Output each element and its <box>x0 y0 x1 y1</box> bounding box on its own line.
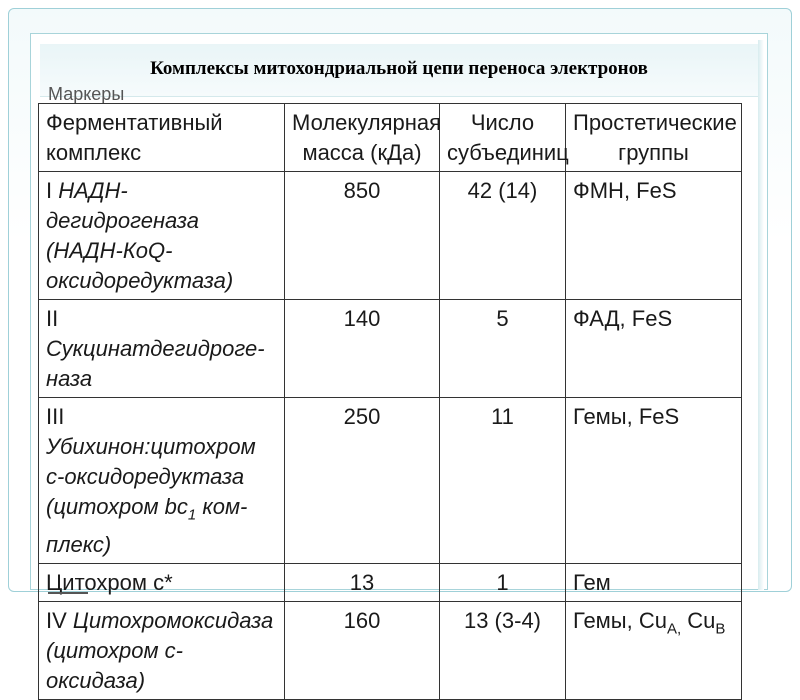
table-row <box>39 172 742 300</box>
cell-prosthetic: ФМН, FeS <box>566 172 742 300</box>
cell-prosthetic: Гемы, FeS <box>566 398 742 564</box>
cell-mass: 140 <box>285 300 440 398</box>
cell-subunits: 11 <box>440 398 566 564</box>
table-row <box>39 602 742 700</box>
cell-subunits: 5 <box>440 300 566 398</box>
cell-subunits: 13 (3-4) <box>440 602 566 700</box>
table-row <box>39 564 742 602</box>
cell-mass: 160 <box>285 602 440 700</box>
header-molecular-mass: Молекулярная масса (кДа) <box>285 104 440 172</box>
cell-complex-name: I НАДН-дегидрогеназа (НАДН-КоQ- оксидоредуктаза) <box>39 172 285 300</box>
clipped-bottom-fragment <box>48 592 88 602</box>
header-subunit-count: Число субъединиц <box>440 104 566 172</box>
cell-mass: 250 <box>285 398 440 564</box>
cell-subunits: 1 <box>440 564 566 602</box>
slide-title: Комплексы митохондриальной цепи переноса электронов <box>150 58 648 79</box>
cell-prosthetic: Гем <box>566 564 742 602</box>
cell-complex-name: IV Цитохромоксидаза (цитохром с-оксидаза) <box>39 602 285 700</box>
cell-prosthetic: ФАД, FeS <box>566 300 742 398</box>
cell-complex-name: Цитохром с* <box>39 564 285 602</box>
clipped-text-fragment: Маркеры <box>48 84 125 104</box>
table-header-row <box>39 104 742 172</box>
table-row <box>39 398 742 564</box>
cell-complex-name: III Убихинон:цитохром с-оксидоредуктаза (цитохром $bc_1$ ком- плекс) <box>39 398 285 564</box>
frame-shadow <box>758 40 764 590</box>
cell-prosthetic: Гемы, $Cu_{A,}$ $Cu_B$ <box>566 602 742 700</box>
cell-subunits: 42 (14) <box>440 172 566 300</box>
header-enzyme-complex: Ферментативный комплекс <box>39 104 285 172</box>
cell-complex-name: II Сукцинатдегидроге- наза <box>39 300 285 398</box>
header-prosthetic-groups: Простетические группы <box>566 104 742 172</box>
cell-mass: 850 <box>285 172 440 300</box>
table-viewport <box>38 103 742 694</box>
cell-mass: 13 <box>285 564 440 602</box>
table-row <box>39 300 742 398</box>
complexes-table <box>38 103 742 700</box>
